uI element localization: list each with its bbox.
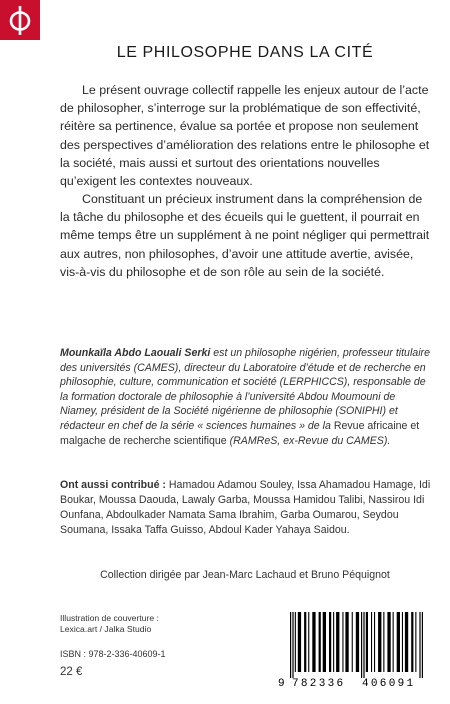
barcode-bar — [333, 612, 334, 672]
barcode-bar — [374, 612, 375, 672]
barcode-bar — [402, 612, 403, 672]
barcode-bar — [290, 612, 291, 678]
phi-icon — [0, 0, 40, 40]
barcode-bar — [329, 612, 331, 672]
bio-text-1: est un philosophe nigérien, professeur titulaire des universités (CAMES), directeur du Laboratoire d’étude et de recherche en philosophie, culture, communication et société (LERPHICCS), responsable de la formation doctorale de philosophie à l’université Abdou Moumouni de Niamey, président de la Société nigérienne de philosophie (SONIPHI) et rédacteur en chef de la série « sciences humaines » de la — [60, 347, 430, 432]
illustration-credit — [60, 613, 159, 635]
barcode-digits — [278, 678, 434, 690]
barcode-bar — [397, 612, 400, 672]
bio-text-3: (RAMReS, ex-Revue du CAMES). — [226, 434, 391, 447]
barcode-group-1: 782336 — [292, 678, 346, 690]
bio-text-2: Revue africaine et malgache de recherche scientifique — [60, 419, 420, 447]
book-title: LE PHILOSOPHE DANS LA CITÉ — [116, 44, 374, 61]
barcode-bar — [415, 612, 416, 672]
barcode-bar — [292, 612, 293, 678]
barcode-bar — [366, 612, 368, 672]
illustration-line-2: Lexica.art / Jalka Studio — [60, 624, 152, 634]
barcode-bar — [345, 612, 348, 672]
barcode-first-digit: 9 — [278, 678, 285, 690]
isbn: ISBN : 978-2-336-40609-1 — [60, 649, 166, 659]
barcode-bar — [393, 612, 394, 672]
barcode-bar — [323, 612, 326, 672]
barcode-bar — [352, 612, 353, 672]
illustration-line-1: Illustration de couverture : — [60, 613, 159, 623]
barcode-bar — [295, 612, 296, 672]
barcode-bar — [387, 612, 390, 672]
author-name: Mounkaïla Abdo Laouali Serki — [60, 347, 211, 359]
barcode-bar — [363, 612, 364, 678]
barcode-bar — [304, 612, 306, 672]
price: 22 € — [60, 666, 83, 678]
barcode-bar — [422, 612, 423, 678]
barcode-bar — [378, 612, 381, 672]
author-bio — [60, 346, 430, 448]
barcode-bar — [319, 612, 321, 672]
contributors-label: Ont aussi contribué : — [60, 479, 166, 491]
publisher-logo — [0, 0, 40, 40]
barcode-bar — [383, 612, 384, 672]
barcode-bar — [298, 612, 301, 672]
barcode-bar — [308, 612, 309, 672]
contributors — [60, 478, 432, 538]
barcode-bar — [356, 612, 359, 672]
barcode-bar — [405, 612, 408, 672]
barcode-bar — [419, 612, 420, 678]
barcode-bar — [371, 612, 372, 672]
barcode-bar — [342, 612, 343, 672]
collection-credit: Collection dirigée par Jean-Marc Lachaud et Bruno Péquignot — [100, 569, 390, 581]
barcode-bar — [336, 612, 339, 672]
barcode — [278, 610, 434, 690]
barcode-bar — [312, 612, 315, 672]
summary-paragraph-2: Constituant un précieux instrument dans la compréhension de la tâche du philosophe et des écueils qui le guettent, il pourrait en même temps être un supplément à ne point négliger qui permettrait aux autres, non philosophes, d’avoir une attitude avertie, avisée, vis-à-vis du philosophe et de son rôle au sein de la société. — [60, 192, 430, 279]
contributors-names: Hamadou Adamou Souley, Issa Ahamadou Hamage, Idi Boukar, Moussa Daouda, Lawaly Garba, Moussa Hamidou Talibi, Nassirou Idi Ounfana, Abdoulkader Namata Sama Ibrahim, Garba Oumarou, Seydou Soumana, Issaka Taffa Guisso, Abdoul Kader Yahaya Saidou. — [60, 479, 431, 536]
summary-paragraph-1: Le présent ouvrage collectif rappelle les enjeux autour de l’acte de philosopher, s’interroge sur la problématique de son effectivité, réitère sa pertinence, évalue sa portée et propose non seulement des perspectives d’amélioration des relations entre le philosophe et la société, mais aussi et surtout des orientations nouvelles qu’exigent les contextes nouveaux. — [60, 83, 430, 189]
barcode-bars — [278, 610, 434, 678]
barcode-group-2: 406091 — [362, 678, 416, 690]
barcode-bar — [411, 612, 413, 672]
barcode-bar — [361, 612, 362, 678]
